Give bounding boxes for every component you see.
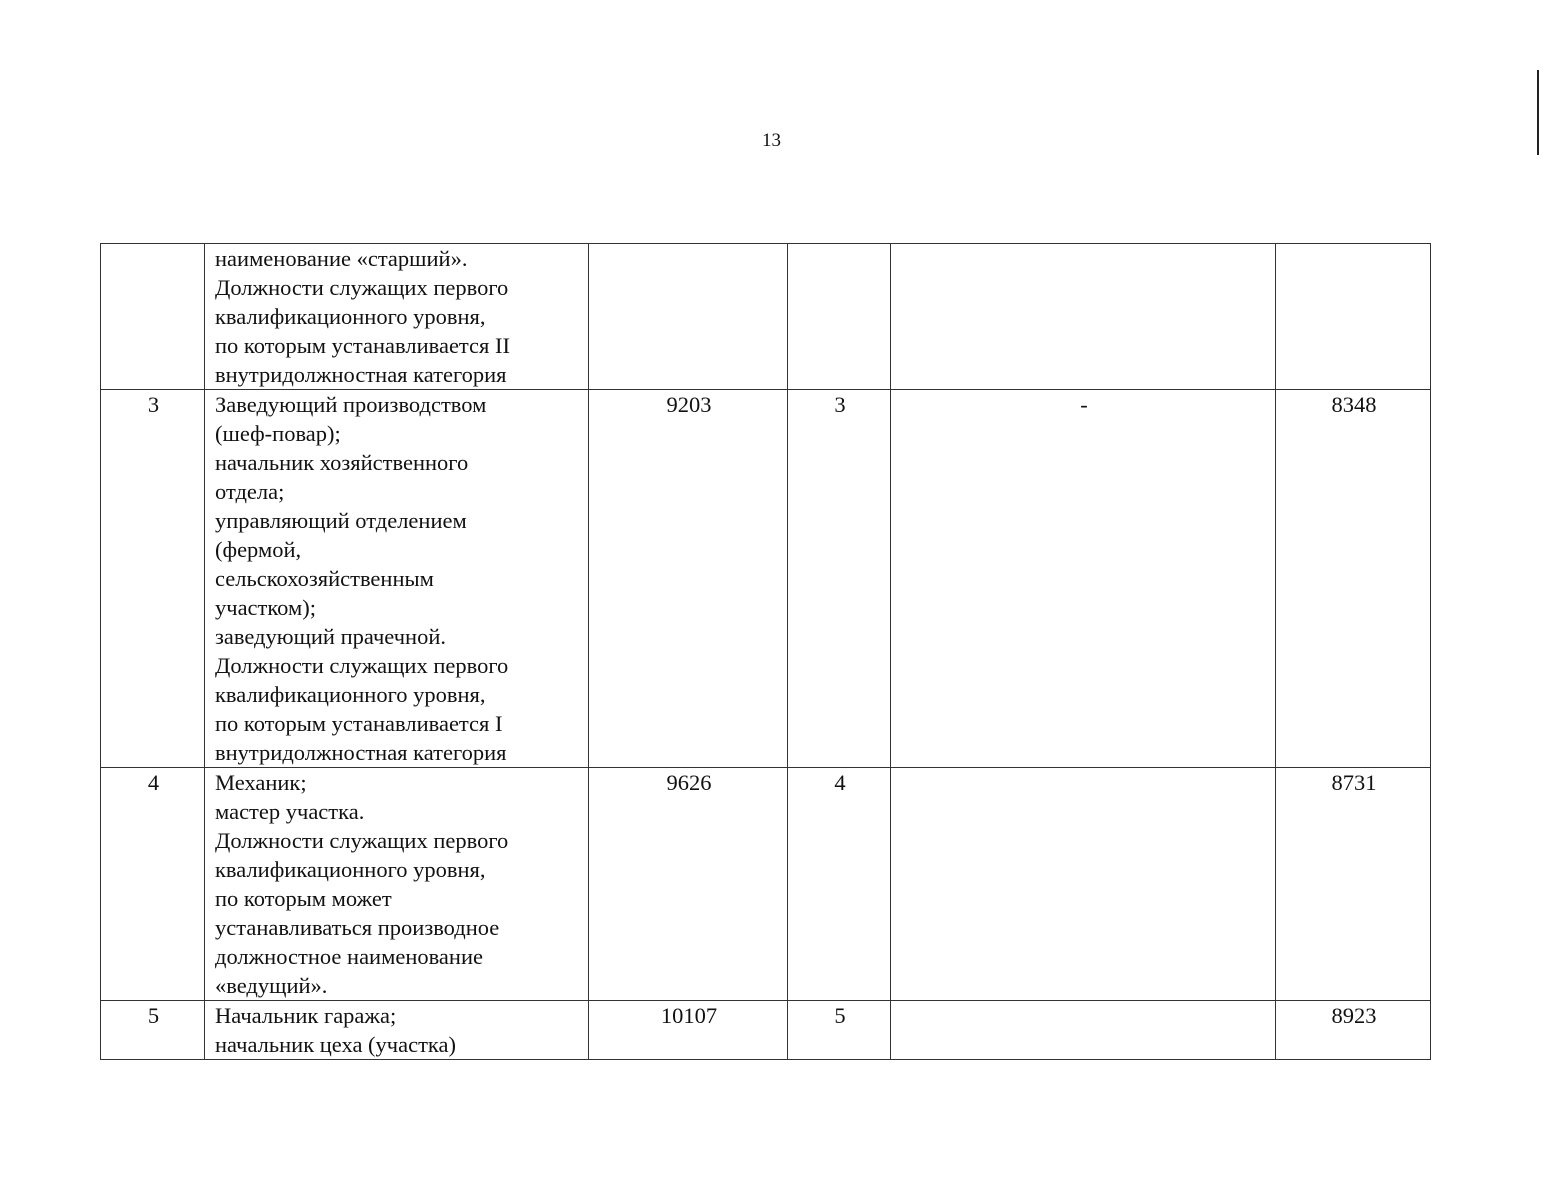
amount-cell [1276, 244, 1431, 390]
page-number: 13 [762, 130, 781, 151]
position-names-cell: наименование «старший». Должности служащих первого квалификационного уровня, по которым устанавливается II внутридолжностная категория [205, 244, 589, 390]
table-row [101, 390, 1431, 768]
position-names-cell: Начальник гаража; начальник цеха (участка) [205, 1001, 589, 1060]
level-cell: 4 [788, 768, 891, 1001]
table-row [101, 1001, 1431, 1060]
amount-cell: 8923 [1276, 1001, 1431, 1060]
position-names-cell: Заведующий производством (шеф-повар); начальник хозяйственного отдела; управляющий отделением (фермой, сельскохозяйственным участком); заведующий прачечной. Должности служащих первого квалификационного уровня, по которым устанавливается I внутридолжностная категория [205, 390, 589, 768]
salary-cell: 9203 [589, 390, 788, 768]
salary-table [100, 243, 1431, 1060]
row-number-cell: 4 [101, 768, 205, 1001]
level-cell: 3 [788, 390, 891, 768]
salary-cell: 9626 [589, 768, 788, 1001]
extra-cell [891, 1001, 1276, 1060]
salary-cell: 10107 [589, 1001, 788, 1060]
extra-cell: - [891, 390, 1276, 768]
table-row [101, 768, 1431, 1001]
table-row [101, 244, 1431, 390]
row-number-cell: 5 [101, 1001, 205, 1060]
level-cell: 5 [788, 1001, 891, 1060]
level-cell [788, 244, 891, 390]
extra-cell [891, 768, 1276, 1001]
row-number-cell: 3 [101, 390, 205, 768]
amount-cell: 8348 [1276, 390, 1431, 768]
extra-cell [891, 244, 1276, 390]
salary-cell [589, 244, 788, 390]
position-names-cell: Механик; мастер участка. Должности служащих первого квалификационного уровня, по которым может устанавливаться производное должностное наименование «ведущий». [205, 768, 589, 1001]
scan-edge-mark [1537, 70, 1539, 155]
amount-cell: 8731 [1276, 768, 1431, 1001]
row-number-cell [101, 244, 205, 390]
